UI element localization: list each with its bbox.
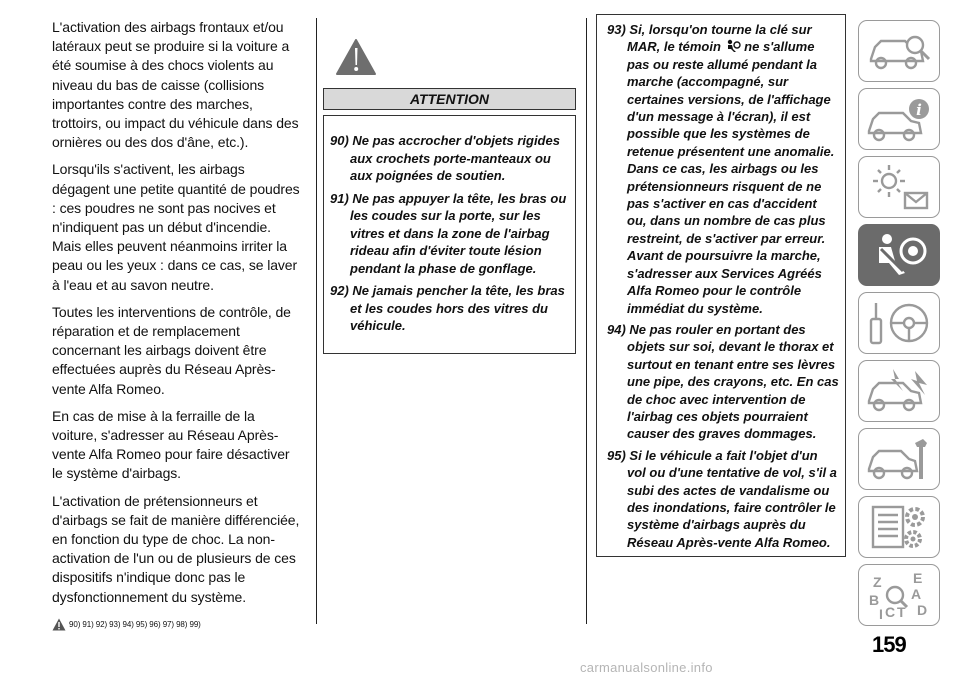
watermark: carmanualsonline.info — [580, 660, 713, 675]
specs-gear-icon — [865, 501, 933, 553]
tab-maintenance[interactable] — [858, 428, 940, 490]
index-letter: T — [897, 604, 906, 620]
tab-emergency[interactable] — [858, 360, 940, 422]
column-divider — [316, 18, 317, 624]
warning-item: 94) Ne pas rouler en portant des objets sur soi, devant le thorax et surtout en tenant entre ses lèvres une pipe, des crayons, etc. En cas de choc avec intervention de l'airbag ces objets pourraient causer des graves dommages. — [607, 321, 839, 442]
index-letter: C — [885, 604, 896, 620]
airbag-warning-light-icon — [725, 39, 741, 53]
car-info-icon — [865, 93, 933, 145]
lights-mail-icon — [865, 161, 933, 213]
key-steering-icon — [865, 297, 933, 349]
warning-references — [52, 615, 302, 634]
paragraph: Toutes les interventions de contrôle, de réparation et de remplacement concernant les airbags doivent être effectuées auprès du Réseau Après-vente Alfa Romeo. — [52, 303, 291, 397]
svg-text:i: i — [916, 101, 922, 119]
tab-car-search[interactable] — [858, 20, 940, 82]
reference-numbers: 90) 91) 92) 93) 94) 95) 96) 97) 98) 99) — [69, 619, 201, 629]
car-service-icon — [865, 433, 933, 485]
tab-specifications[interactable] — [858, 496, 940, 558]
tab-index[interactable] — [858, 564, 940, 626]
warning-triangle-icon — [52, 618, 66, 631]
page-number: 159 — [872, 632, 906, 657]
warning-item — [607, 21, 839, 317]
tab-lights-mail[interactable] — [858, 156, 940, 218]
paragraph: L'activation des airbags frontaux et/ou latéraux peut se produire si la voiture a été soumise à des chocs violents au niveau du bas de caisse (collisions importantes contre des marches, trottoirs, ou impact du véhicule dans des ornières ou des dos d'âne, etc.). — [52, 19, 299, 151]
index-letter: E — [913, 570, 923, 586]
warning-item: 90) Ne pas accrocher d'objets rigides aux crochets porte-manteaux ou aux poignées de soutien. — [330, 133, 560, 183]
warning-triangle-icon — [335, 38, 377, 76]
attention-header — [323, 88, 576, 110]
attention-box-continued — [596, 14, 846, 557]
index-letter: I — [879, 606, 883, 621]
tab-key-steering[interactable] — [858, 292, 940, 354]
attention-title: ATTENTION — [409, 91, 490, 107]
warning-item-text: 93) Si, lorsqu'on tourne la clé sur MAR, le témoin — [607, 22, 812, 55]
index-letter: D — [917, 602, 928, 618]
warning-item: 95) Si le véhicule a fait l'objet d'un vol ou d'une tentative de vol, s'il a subi des actes de vandalisme ou des inondations, faire contrôler le système d'airbags auprès du Réseau Après-vente Alfa Romeo. — [607, 447, 837, 550]
paragraph: En cas de mise à la ferraille de la voiture, s'adresser au Réseau Après-vente Alfa Romeo pour faire désactiver le système d'airbags. — [52, 407, 290, 482]
index-letters-icon — [865, 569, 933, 621]
attention-box — [323, 115, 576, 354]
paragraph: Lorsqu'ils s'activent, les airbags dégagent une petite quantité de poudres : ces poudres ne sont pas nocives et n'indiquent pas un début d'incendie. Mais elles peuvent néanmoins irriter la peau ou les yeux : dans ce cas, se laver à l'eau et au savon neutre. — [52, 161, 300, 293]
paragraph: L'activation de prétensionneurs et d'airbags se fait de manière différenciée, en fonction du type de choc. La non-activation de l'un ou de plusieurs de ces dispositifs n'indique donc pas le dysfonctionnement du système. — [52, 492, 300, 605]
index-letter: A — [911, 586, 922, 602]
warning-item: 91) Ne pas appuyer la tête, les bras ou les coudes sur la porte, sur les vitres et dans la zone de l'airbag rideau afin d'éviter toute lésion pendant la phase de gonflage. — [330, 190, 567, 276]
index-letter: B — [869, 592, 880, 608]
warning-item: 92) Ne jamais pencher la tête, les bras et les coudes hors des vitres du véhicule. — [330, 283, 565, 333]
column-divider — [586, 18, 587, 624]
tab-car-info[interactable] — [858, 88, 940, 150]
index-letter: Z — [873, 574, 882, 590]
body-text-column — [52, 18, 302, 634]
car-search-icon — [865, 25, 933, 77]
warning-item-text: ne s'allume pas ou reste allumé pendant la marche (accompagné, sur certaines versions, de l'affichage d'un message à l'écran), il est possible que les systèmes de retenue présentent une anomalie. Dans ce cas, les airbags ou les prétensionneurs risquent de ne pas s'activer en cas d'accident ou, dans un nombre de cas plus restreint, de s'activer par erreur. Avant de poursuivre la marche, s'adresser aux Services Agréés Alfa Romeo pour le contrôle immédiat du système. — [627, 39, 835, 316]
tab-airbag-safety[interactable] — [858, 224, 940, 286]
car-crash-icon — [865, 365, 933, 417]
airbag-seatbelt-icon — [865, 229, 933, 281]
